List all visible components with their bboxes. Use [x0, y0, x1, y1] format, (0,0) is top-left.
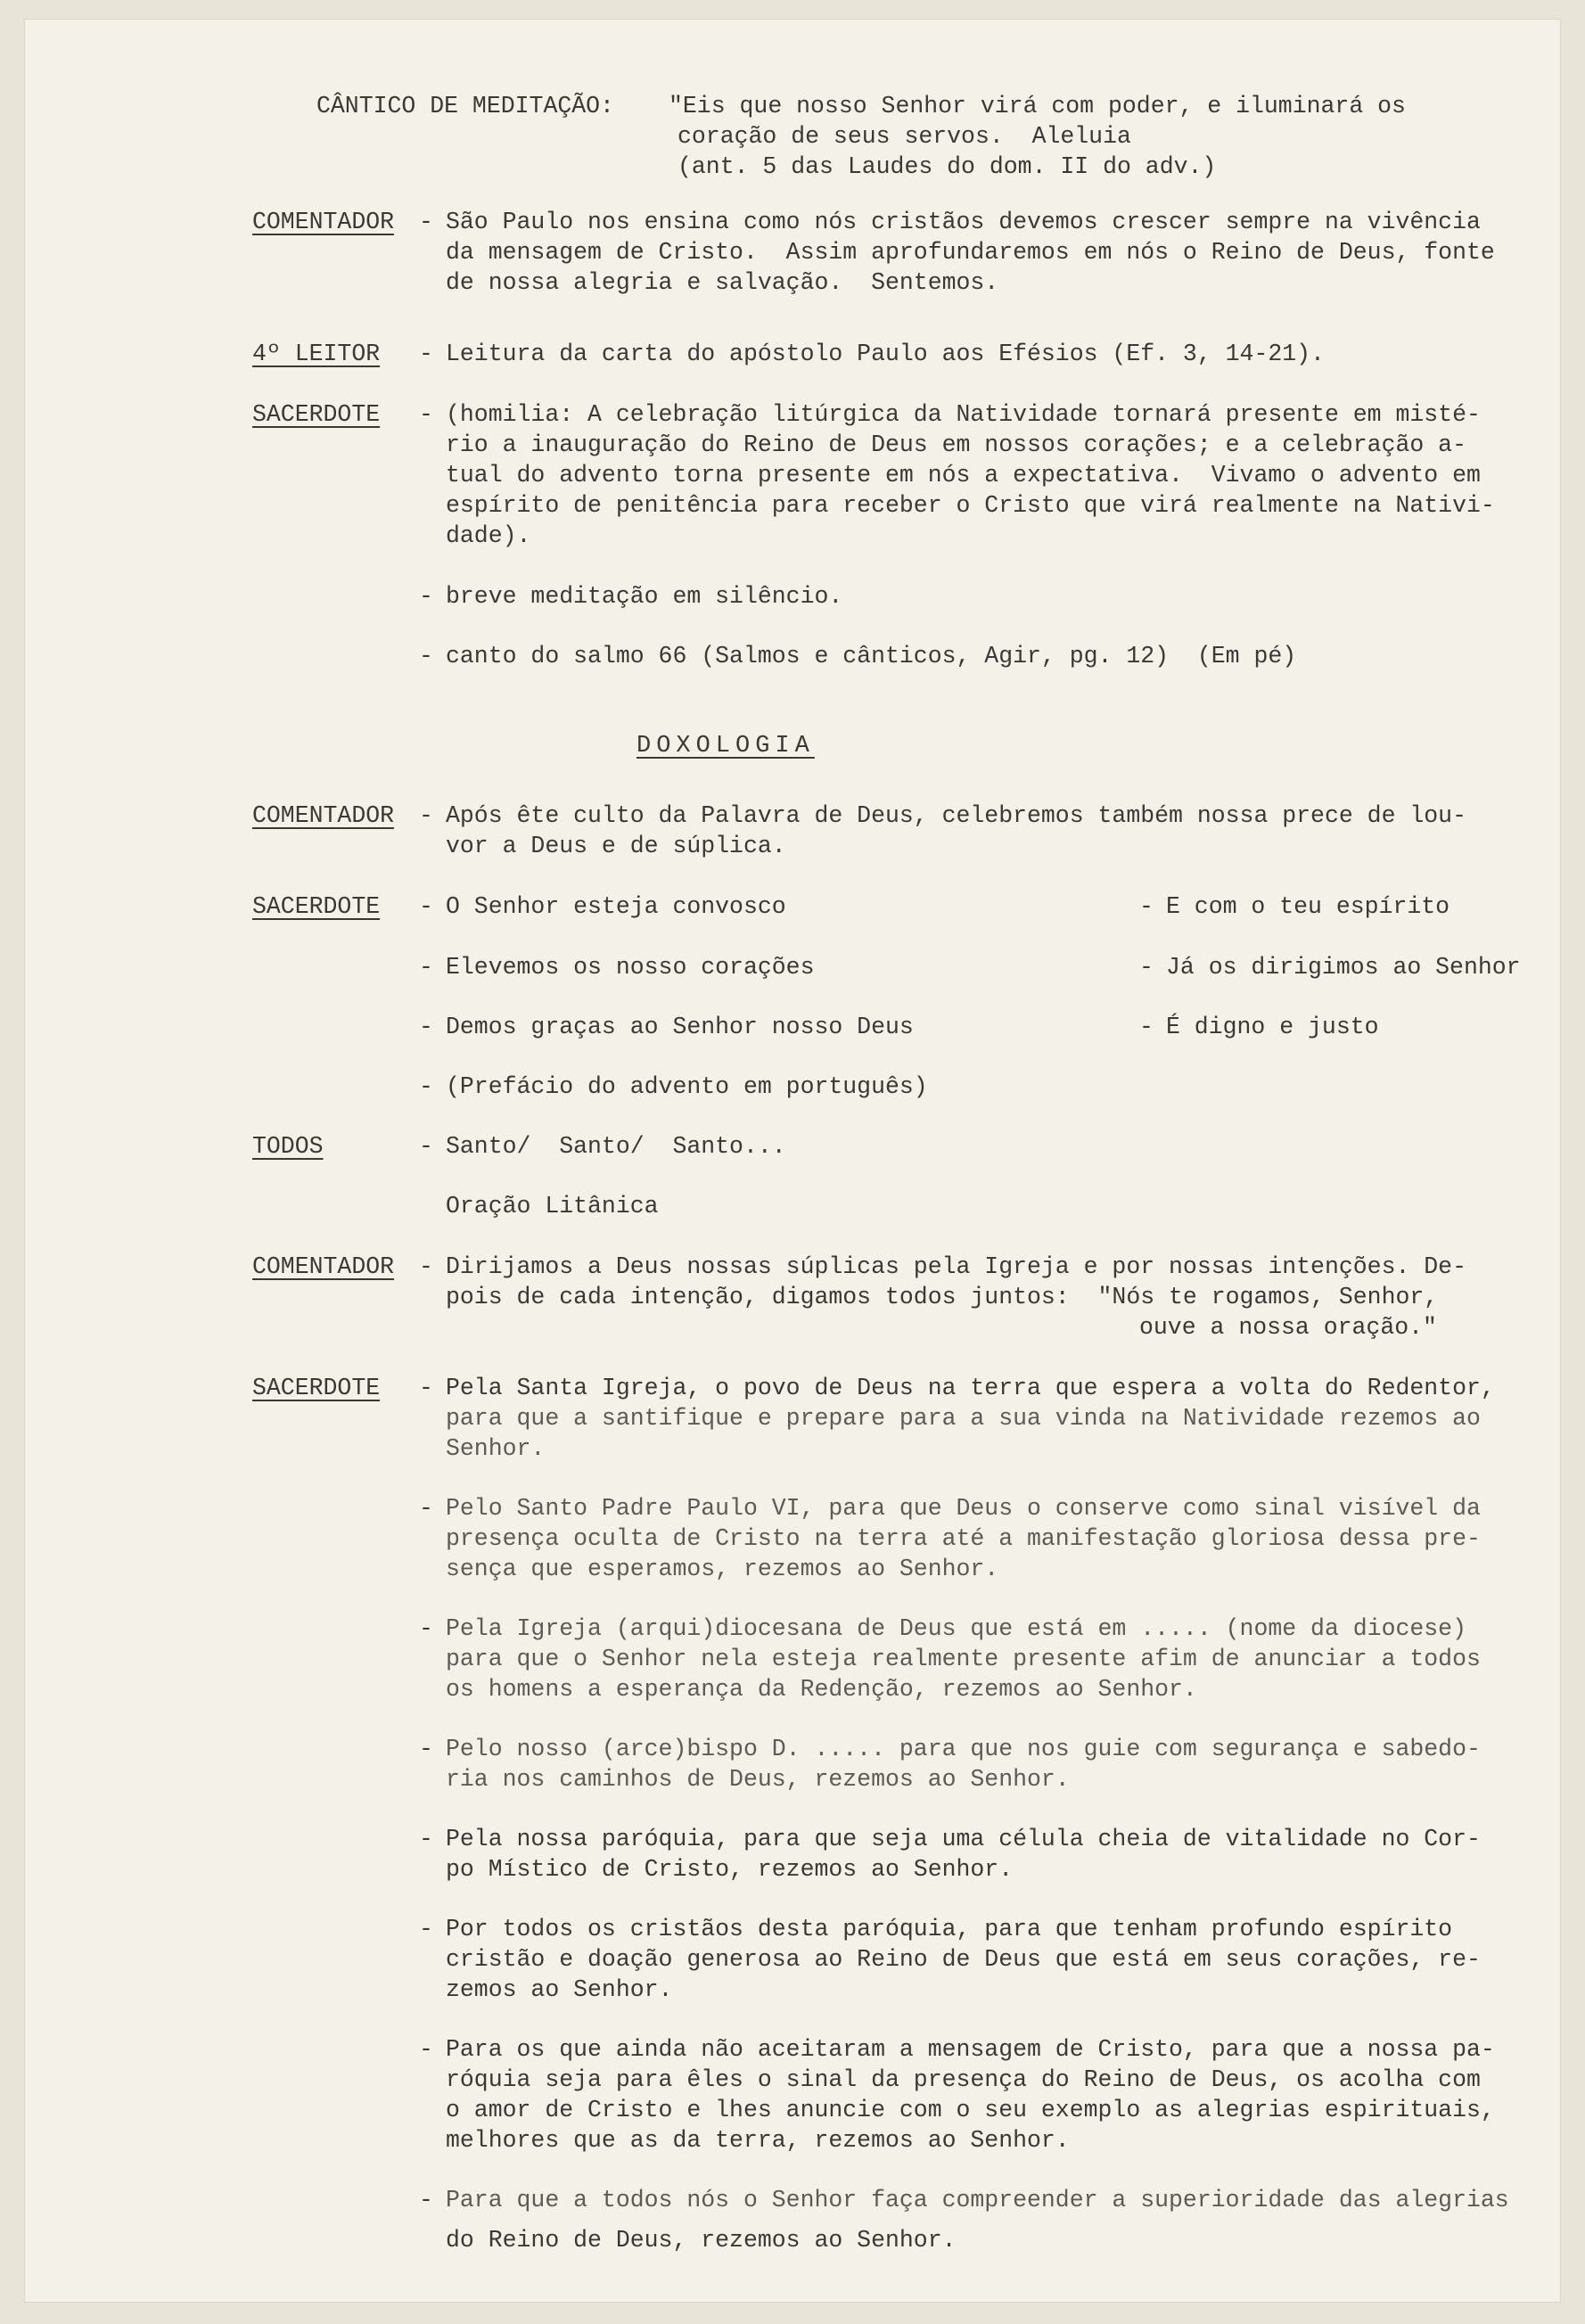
- petition-7-line-4: melhores que as da terra, rezemos ao Senhor.: [446, 2127, 1070, 2154]
- homilia-line-1: (homilia: A celebração litúrgica da Natividade tornará presente em misté-: [446, 401, 1481, 428]
- dash: -: [419, 1736, 433, 1762]
- dash: -: [419, 1916, 433, 1942]
- homilia-line-4: espírito de penitência para receber o Cristo que virá realmente na Nativi-: [446, 492, 1495, 519]
- dash: -: [419, 1133, 433, 1160]
- petition-7-line-1: Para os que ainda não aceitaram a mensagem de Cristo, para que a nossa pa-: [446, 2036, 1495, 2063]
- comentador-line-2: da mensagem de Cristo. Assim aprofundaremos em nós o Reino de Deus, fonte: [446, 239, 1495, 266]
- petition-6-line-3: zemos ao Senhor.: [446, 1976, 673, 2003]
- dash: -: [419, 643, 433, 669]
- dash: -: [419, 1253, 433, 1280]
- dash: -: [1139, 1014, 1154, 1040]
- dash: -: [419, 209, 433, 235]
- dialogue-people-2: Já os dirigimos ao Senhor: [1166, 954, 1521, 981]
- homilia-line-2: rio a inauguração do Reino de Deus em nossos corações; e a celebração a-: [446, 431, 1466, 458]
- dash: -: [419, 1826, 433, 1852]
- litania-line-2: pois de cada intenção, digamos todos juntos: "Nós te rogamos, Senhor,: [446, 1284, 1439, 1310]
- document-page: [25, 20, 1560, 2302]
- petition-7-line-2: róquia seja para êles o sinal da presença do Reino de Deus, os acolha com: [446, 2066, 1481, 2093]
- dash: -: [419, 583, 433, 610]
- comentador-line-1: São Paulo nos ensina como nós cristãos devemos crescer sempre na vivência: [446, 209, 1481, 235]
- speaker-sacerdote: SACERDOTE: [252, 893, 381, 920]
- psalm-line: canto do salmo 66 (Salmos e cânticos, Agir, pg. 12) (Em pé): [446, 643, 1297, 669]
- petition-6-line-2: cristão e doação generosa ao Reino de Deus que está em seus corações, re-: [446, 1946, 1481, 1973]
- dash: -: [419, 1073, 433, 1100]
- dash: -: [419, 893, 433, 920]
- petition-3-line-2: para que o Senhor nela esteja realmente presente afim de anunciar a todos: [446, 1646, 1481, 1672]
- dash: -: [419, 341, 433, 367]
- petition-1-line-3: Senhor.: [446, 1435, 546, 1462]
- petition-1-line-2: para que a santifique e prepare para a sua vinda na Natividade rezemos ao: [446, 1405, 1481, 1432]
- speaker-sacerdote: SACERDOTE: [252, 401, 381, 428]
- antiphon-line-2: coração de seus servos. Aleluia: [678, 123, 1131, 150]
- dialogue-priest-3: Demos graças ao Senhor nosso Deus: [446, 1014, 914, 1040]
- dash: -: [419, 2036, 433, 2063]
- speaker-comentador: COMENTADOR: [252, 1253, 395, 1280]
- dash: -: [419, 1014, 433, 1040]
- antiphon-line-1: "Eis que nosso Senhor virá com poder, e iluminará os: [669, 93, 1406, 119]
- petition-4-line-2: ria nos caminhos de Deus, rezemos ao Senhor.: [446, 1766, 1070, 1793]
- petition-5-line-2: po Místico de Cristo, rezemos ao Senhor.: [446, 1856, 1014, 1883]
- dash: -: [419, 2187, 433, 2213]
- petition-5-line-1: Pela nossa paróquia, para que seja uma célula cheia de vitalidade no Cor-: [446, 1826, 1481, 1852]
- comentador-line-3: de nossa alegria e salvação. Sentemos.: [446, 269, 999, 296]
- dash: -: [1139, 893, 1154, 920]
- dash: -: [419, 802, 433, 829]
- prefacio-line: (Prefácio do advento em português): [446, 1073, 928, 1100]
- petition-3-line-1: Pela Igreja (arqui)diocesana de Deus que está em ..... (nome da diocese): [446, 1615, 1466, 1642]
- petition-7-line-3: o amor de Cristo e lhes anuncie com o seu exemplo as alegrias espirituais,: [446, 2097, 1495, 2123]
- doxo-comentador-line-2: vor a Deus e de súplica.: [446, 833, 786, 859]
- meditation-silence: breve meditação em silêncio.: [446, 583, 843, 610]
- homilia-line-3: tual do advento torna presente em nós a expectativa. Vivamo o advento em: [446, 462, 1481, 489]
- petition-4-line-1: Pelo nosso (arce)bispo D. ..... para que nos guie com segurança e sabedo-: [446, 1736, 1481, 1762]
- dash: -: [419, 1495, 433, 1522]
- dash: -: [419, 1615, 433, 1642]
- speaker-leitor: 4º LEITOR: [252, 341, 381, 367]
- petition-3-line-3: os homens a esperança da Redenção, rezemos ao Senhor.: [446, 1676, 1197, 1703]
- dash: -: [1139, 954, 1154, 981]
- oracao-litanica: Oração Litânica: [446, 1193, 659, 1219]
- dash: -: [419, 401, 433, 428]
- speaker-comentador: COMENTADOR: [252, 802, 395, 829]
- petition-2-line-1: Pelo Santo Padre Paulo VI, para que Deus o conserve como sinal visível da: [446, 1495, 1481, 1522]
- petition-8-line-1: Para que a todos nós o Senhor faça compreender a superioridade das alegrias: [446, 2187, 1509, 2213]
- homilia-line-5: dade).: [446, 522, 531, 549]
- doxo-comentador-line-1: Após ête culto da Palavra de Deus, celebremos também nossa prece de lou-: [446, 802, 1466, 829]
- dialogue-priest-2: Elevemos os nosso corações: [446, 954, 815, 981]
- meditation-label: CÂNTICO DE MEDITAÇÃO:: [316, 93, 614, 119]
- speaker-todos: TODOS: [252, 1133, 324, 1160]
- litania-line-3: ouve a nossa oração.": [1139, 1314, 1437, 1341]
- dialogue-people-1: E com o teu espírito: [1166, 893, 1450, 920]
- antiphon-line-3: (ant. 5 das Laudes do dom. II do adv.): [678, 153, 1217, 180]
- litania-line-1: Dirijamos a Deus nossas súplicas pela Igreja e por nossas intenções. De-: [446, 1253, 1466, 1280]
- dialogue-people-3: É digno e justo: [1166, 1014, 1379, 1040]
- dialogue-priest-1: O Senhor esteja convosco: [446, 893, 786, 920]
- petition-8-line-2: do Reino de Deus, rezemos ao Senhor.: [446, 2227, 957, 2254]
- dash: -: [419, 954, 433, 981]
- speaker-comentador: COMENTADOR: [252, 209, 395, 235]
- petition-2-line-3: sença que esperamos, rezemos ao Senhor.: [446, 1556, 999, 1582]
- petition-1-line-1: Pela Santa Igreja, o povo de Deus na terra que espera a volta do Redentor,: [446, 1375, 1495, 1401]
- dash: -: [419, 1375, 433, 1401]
- sanctus-line: Santo/ Santo/ Santo...: [446, 1133, 786, 1160]
- petition-6-line-1: Por todos os cristãos desta paróquia, para que tenham profundo espírito: [446, 1916, 1453, 1942]
- petition-2-line-2: presença oculta de Cristo na terra até a manifestação gloriosa dessa pre-: [446, 1525, 1481, 1552]
- speaker-sacerdote: SACERDOTE: [252, 1375, 381, 1401]
- leitor-line: Leitura da carta do apóstolo Paulo aos Efésios (Ef. 3, 14-21).: [446, 341, 1325, 367]
- section-heading-doxologia: DOXOLOGIA: [636, 733, 815, 760]
